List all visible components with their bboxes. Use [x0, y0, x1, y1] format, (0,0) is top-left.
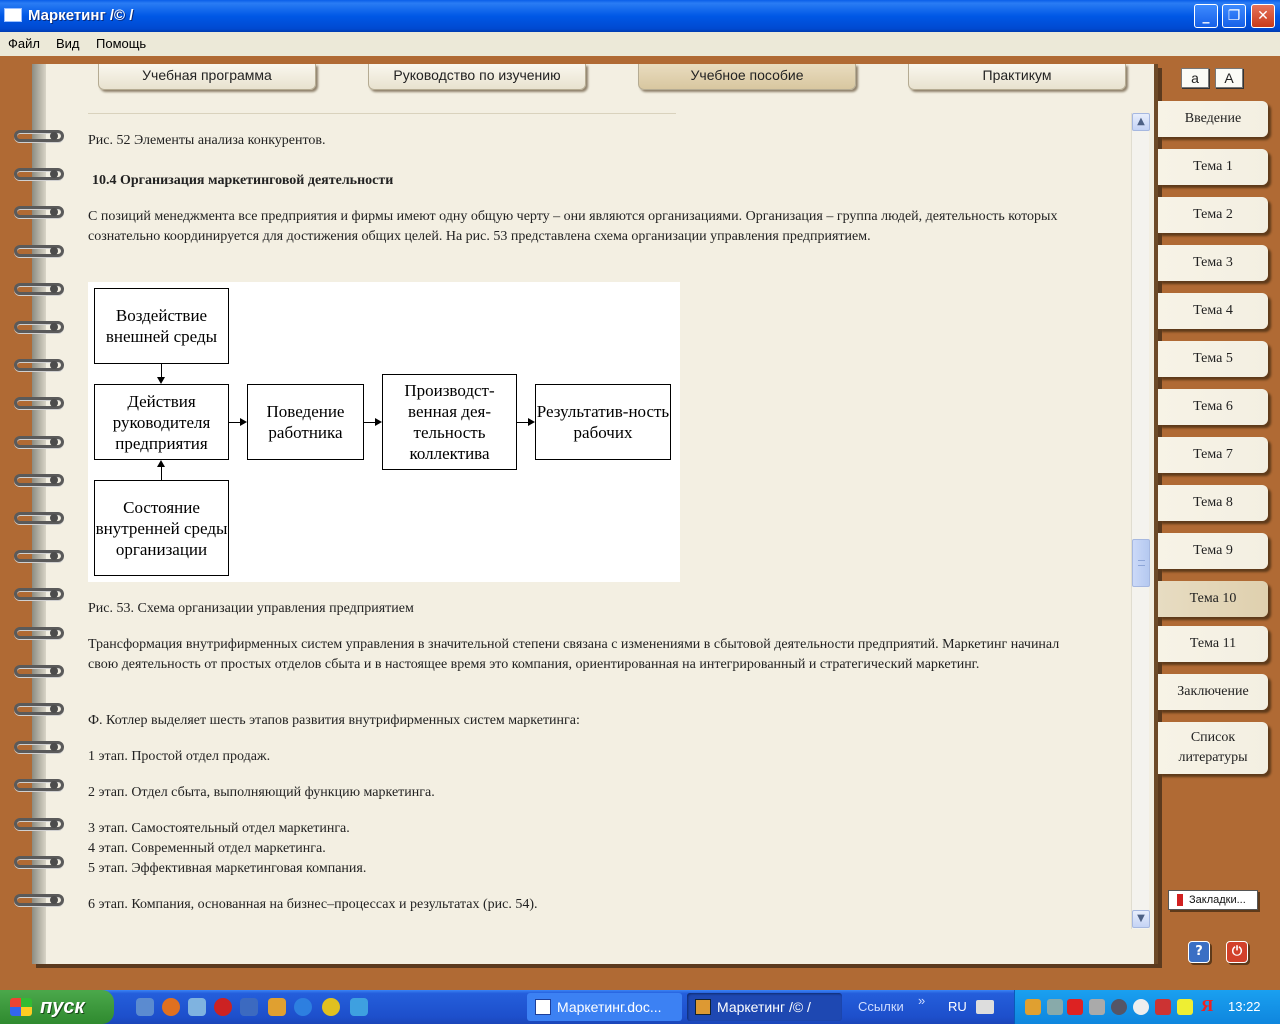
spiral-ring [14, 168, 66, 182]
word-icon [535, 999, 551, 1015]
arrow-right [528, 418, 535, 426]
stage-6: 6 этап. Компания, основанная на бизнес–процессах и результатах (рис. 54). [88, 897, 538, 912]
media-icon[interactable] [240, 998, 258, 1016]
sidetab-topic-3[interactable]: Тема 3 [1158, 245, 1268, 281]
spiral-ring [14, 856, 66, 870]
connector-external-manager [161, 364, 162, 378]
spiral-ring [14, 474, 66, 488]
spiral-ring [14, 894, 66, 908]
title-bar [0, 0, 1280, 32]
tab-curriculum[interactable]: Учебная программа [98, 64, 316, 90]
sidetab-topic-5[interactable]: Тема 5 [1158, 341, 1268, 377]
font-larger-button[interactable]: A [1215, 68, 1243, 88]
app-icon [4, 8, 22, 22]
ring-hole [50, 476, 58, 484]
sidetab-topic-6[interactable]: Тема 6 [1158, 389, 1268, 425]
tab-textbook[interactable]: Учебное пособие [638, 64, 856, 90]
network-icon[interactable] [188, 998, 206, 1016]
arrow-up [157, 460, 165, 467]
sidetab-topic-4[interactable]: Тема 4 [1158, 293, 1268, 329]
spiral-ring [14, 359, 66, 373]
content-separator [88, 113, 676, 114]
task-label: Маркетинг /© / [717, 999, 811, 1015]
start-button[interactable] [0, 990, 114, 1024]
bookmarks-label: Закладки... [1189, 894, 1246, 906]
ring-hole [50, 820, 58, 828]
app-task-icon [695, 999, 711, 1015]
spiral-ring [14, 436, 66, 450]
clock: 13:22 [1228, 999, 1261, 1014]
yandex-icon[interactable]: Я [1201, 996, 1214, 1015]
tray-settings-icon[interactable] [1133, 999, 1149, 1015]
windows-logo-icon [10, 998, 32, 1016]
ring-hole [50, 896, 58, 904]
bookmarks-button[interactable] [1168, 890, 1258, 910]
box-production-activity: Производст-венная дея-тельность коллектива [382, 374, 517, 470]
sidetab-topic-10[interactable]: Тема 10 [1158, 581, 1268, 617]
stage-5: 5 этап. Эффективная маркетинговая компания. [88, 861, 367, 876]
firefox-icon[interactable] [162, 998, 180, 1016]
ring-hole [50, 743, 58, 751]
sidetab-topic-9[interactable]: Тема 9 [1158, 533, 1268, 569]
arrow-right [375, 418, 382, 426]
opera-icon[interactable] [214, 998, 232, 1016]
ring-hole [50, 667, 58, 675]
spiral-ring [14, 512, 66, 526]
box-internal-environment: Состояние внутренней среды организации [94, 480, 229, 576]
sidetab-topic-7[interactable]: Тема 7 [1158, 437, 1268, 473]
spiral-ring [14, 283, 66, 297]
paragraph-3: Ф. Котлер выделяет шесть этапов развития внутрифирменных систем маркетинга: [88, 713, 580, 728]
arrow-down [157, 377, 165, 384]
ring-hole [50, 438, 58, 446]
stage-2: 2 этап. Отдел сбыта, выполняющий функцию маркетинга. [88, 785, 435, 800]
figure-52-caption: Рис. 52 Элементы анализа конкурентов. [88, 133, 326, 148]
links-toolbar[interactable]: Ссылки [858, 999, 904, 1014]
ring-hole [50, 361, 58, 369]
connector-internal-manager [161, 466, 162, 480]
section-heading: 10.4 Организация маркетинговой деятельности [92, 173, 394, 188]
ring-hole [50, 629, 58, 637]
taskbar [0, 990, 1280, 1024]
spiral-ring [14, 779, 66, 793]
box-external-environment: Воздействие внешней среды [94, 288, 229, 364]
spiral-ring [14, 703, 66, 717]
app-launcher-icon[interactable] [350, 998, 368, 1016]
tool-icon[interactable] [268, 998, 286, 1016]
tray-mail-icon[interactable] [1177, 999, 1193, 1015]
font-smaller-button[interactable]: a [1181, 68, 1209, 88]
sidetab-topic-1[interactable]: Тема 1 [1158, 149, 1268, 185]
spiral-ring [14, 397, 66, 411]
scroll-thumb[interactable] [1132, 539, 1150, 587]
window-title: Маркетинг /© / [28, 7, 134, 24]
ring-hole [50, 399, 58, 407]
sidetab-bibliography[interactable]: Список литературы [1158, 722, 1268, 774]
ring-hole [50, 514, 58, 522]
spiral-ring [14, 818, 66, 832]
stage-3: 3 этап. Самостоятельный отдел маркетинга. [88, 821, 350, 836]
ring-hole [50, 781, 58, 789]
task-label: Маркетинг.doc... [557, 999, 662, 1015]
chrome-icon[interactable] [322, 998, 340, 1016]
spiral-ring [14, 130, 66, 144]
menu-file[interactable]: Файл [8, 36, 40, 51]
ring-hole [50, 132, 58, 140]
kaspersky-icon[interactable] [1067, 999, 1083, 1015]
spiral-ring [14, 206, 66, 220]
sidetab-conclusion[interactable]: Заключение [1158, 674, 1268, 710]
start-label: пуск [40, 996, 85, 1018]
stage-4: 4 этап. Современный отдел маркетинга. [88, 841, 326, 856]
bookmark-icon [1177, 894, 1183, 906]
ring-hole [50, 858, 58, 866]
paragraph-1: С позиций менеджмента все предприятия и фирмы имеют одну общую черту – они являются организациями. Организация – группа людей, деятельность которых сознательно координируется для достижения общих целей. На рис. 53 представлена схема организации управления предприятием. [88, 209, 1058, 244]
sidetab-intro[interactable]: Введение [1158, 101, 1268, 137]
sidetab-topic-2[interactable]: Тема 2 [1158, 197, 1268, 233]
links-chevron-icon[interactable]: » [918, 993, 926, 1008]
menu-help[interactable]: Помощь [96, 36, 147, 51]
task-word-document[interactable] [527, 993, 682, 1021]
spiral-ring [14, 627, 66, 641]
ring-hole [50, 590, 58, 598]
ring-hole [50, 552, 58, 560]
box-worker-results: Результатив-ность рабочих [535, 384, 671, 460]
sidetab-topic-8[interactable]: Тема 8 [1158, 485, 1268, 521]
spiral-ring [14, 588, 66, 602]
close-button[interactable]: ✕ [1251, 4, 1275, 28]
tray-security-icon[interactable] [1155, 999, 1171, 1015]
scroll-down-button[interactable]: ▼ [1132, 910, 1150, 928]
menu-view[interactable]: Вид [56, 36, 80, 51]
show-desktop-icon[interactable] [136, 998, 154, 1016]
content-scrollbar[interactable] [1131, 113, 1149, 929]
ie-icon[interactable] [294, 998, 312, 1016]
spiral-ring [14, 665, 66, 679]
ring-hole [50, 170, 58, 178]
keyboard-icon[interactable] [976, 1000, 994, 1014]
spiral-ring [14, 741, 66, 755]
ring-hole [50, 323, 58, 331]
ring-hole [50, 285, 58, 293]
tray-media-icon[interactable] [1111, 999, 1127, 1015]
tray-network-icon[interactable] [1047, 999, 1063, 1015]
arrow-right [240, 418, 247, 426]
task-marketing-app[interactable] [687, 993, 842, 1021]
tab-practicum[interactable]: Практикум [908, 64, 1126, 90]
management-diagram [88, 282, 680, 582]
figure-53-caption: Рис. 53. Схема организации управления предприятием [88, 601, 414, 616]
scroll-up-button[interactable]: ▲ [1132, 113, 1150, 131]
tab-study-guide[interactable]: Руководство по изучению [368, 64, 586, 90]
box-manager-actions: Действия руководителя предприятия [94, 384, 229, 460]
ring-hole [50, 247, 58, 255]
volume-icon[interactable] [1089, 999, 1105, 1015]
spiral-ring [14, 550, 66, 564]
language-indicator[interactable]: RU [948, 999, 967, 1014]
ring-hole [50, 208, 58, 216]
spiral-ring [14, 245, 66, 259]
tray-app-icon[interactable] [1025, 999, 1041, 1015]
spiral-ring [14, 321, 66, 335]
stage-1: 1 этап. Простой отдел продаж. [88, 749, 271, 764]
minimize-button[interactable]: _ [1194, 4, 1218, 28]
menu-bar [0, 32, 1280, 56]
paragraph-2: Трансформация внутрифирменных систем управления в значительной степени связана с изменениями в сбытовой деятельности предприятий. Маркетинг начинал свою деятельность от простых отделов сбыта и в настоящее время это компания, ориентированная на интегрированный и стратегический маркетинг. [88, 637, 1060, 672]
ring-hole [50, 705, 58, 713]
scroll-grip-icon [1138, 560, 1145, 566]
maximize-button[interactable]: ❐ [1222, 4, 1246, 28]
sidetab-topic-11[interactable]: Тема 11 [1158, 626, 1268, 662]
help-button[interactable]: ? [1188, 941, 1210, 963]
box-employee-behavior: Поведение работника [247, 384, 364, 460]
exit-button[interactable]: ⏻ [1226, 941, 1248, 963]
